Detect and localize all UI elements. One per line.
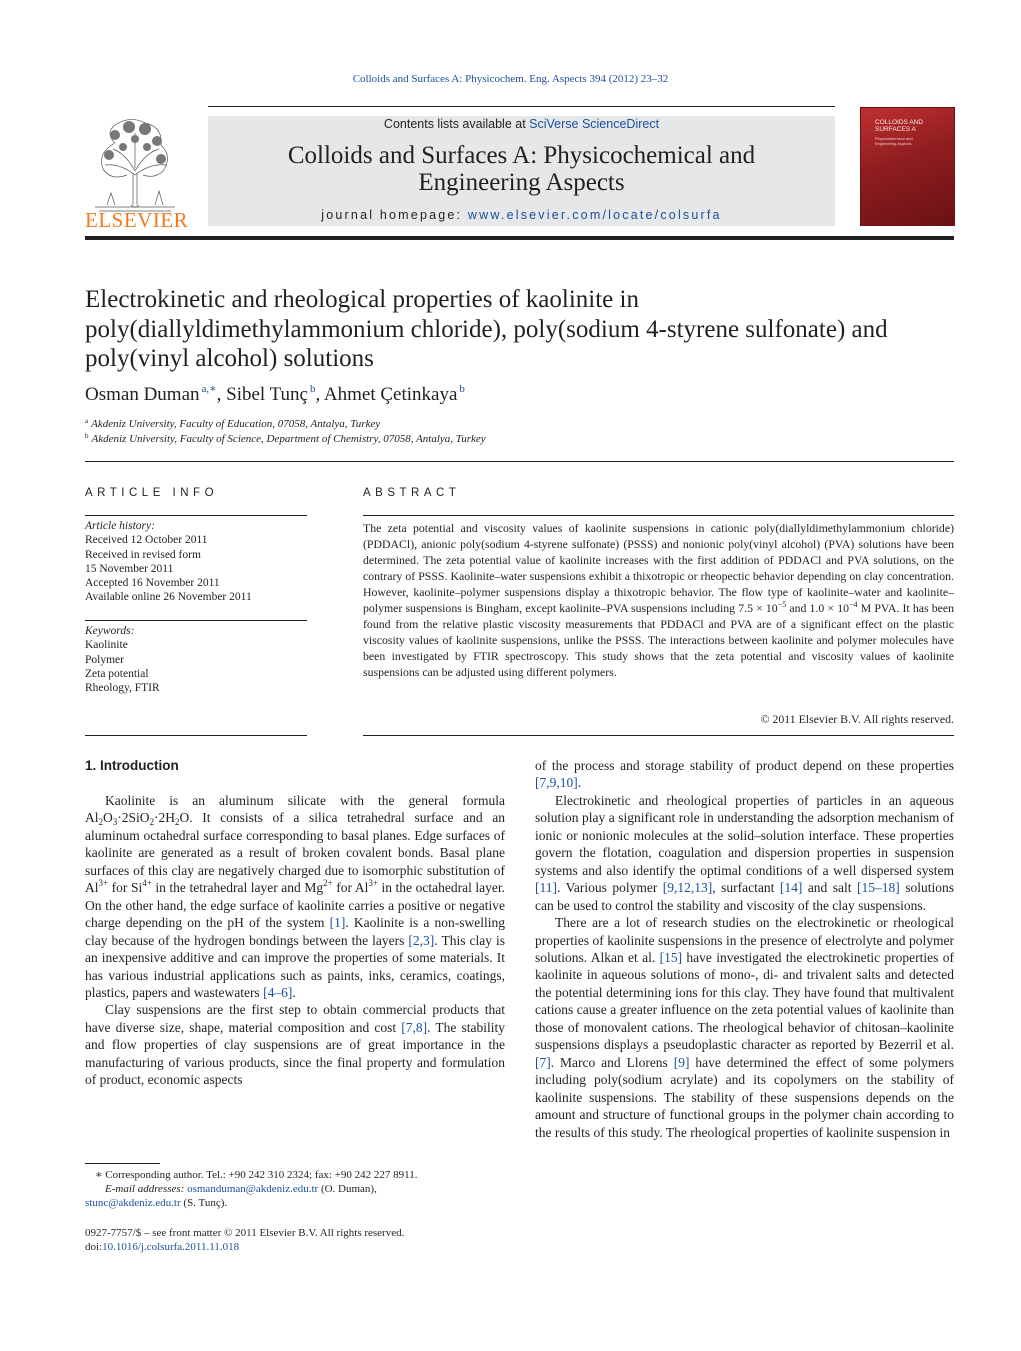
abstract-exponent: −5 [777, 600, 787, 609]
article-title-line2: poly(diallyldimethylammonium chloride), poly(sodium 4-styrene sulfonate) and [85, 315, 888, 343]
affiliation-a [85, 418, 380, 430]
author-affil-link[interactable]: a,∗ [201, 383, 217, 395]
citation-link[interactable]: [1] [329, 915, 346, 931]
cover-title: COLLOIDS AND SURFACES A [875, 119, 924, 133]
contents-prefix: Contents lists available at [383, 117, 530, 131]
journal-cover-image [860, 107, 955, 226]
citation-link[interactable]: [7,8] [401, 1019, 428, 1035]
keyword: Polymer [85, 653, 124, 666]
affil-sup: a [85, 417, 89, 425]
divider [85, 735, 307, 736]
citation-link[interactable]: [2,3] [408, 932, 435, 948]
email-addresses [85, 1182, 525, 1196]
history-label: Article history: [85, 520, 155, 532]
author-name[interactable]: Sibel Tunç [226, 384, 308, 405]
journal-homepage [208, 208, 835, 222]
body-right-column [535, 757, 954, 1141]
email-link[interactable]: osmanduman@akdeniz.edu.tr [187, 1183, 319, 1195]
affiliation-b [85, 433, 486, 445]
affil-text: Akdeniz University, Faculty of Science, Department of Chemistry, 07058, Antalya, Turkey [91, 433, 486, 445]
citation-link[interactable]: [7] [535, 1054, 551, 1070]
homepage-prefix: journal homepage: [321, 208, 468, 222]
divider [363, 515, 954, 516]
abstract-exponent: −4 [849, 600, 858, 609]
sciencedirect-link[interactable]: SciVerse ScienceDirect [529, 117, 660, 131]
elsevier-wordmark: ELSEVIER [85, 208, 189, 232]
author-affil-link[interactable]: b [309, 383, 316, 395]
citation-link[interactable]: [7,9,10] [535, 775, 578, 791]
corresponding-author-note: ∗ Corresponding author. Tel.: +90 242 310 2324; fax: +90 242 227 8911. [95, 1169, 418, 1181]
citation-link[interactable]: [15–18] [857, 880, 900, 896]
paragraph: There are a lot of research studies on the electrokinetic or rheological properties of kaolinite suspensions in the presence of electrolyte and polymer solutions. Alkan et al. [15] have investigated the electrokinetic properties of kaolinite in aqueous solutions of mono-, di- and trivalent salts and detected the potential determining ions for this clay. They have found that multivalent cations cause a greater influence on the zeta potential values of kaolinite than those of monovalent cations. The rheological behavior of chitosan–kaolinite suspensions displays a pseudoplastic character as reported by Bezerril et al. [7]. Marco and Llorens [9] have determined the effect of some polymers including poly(sodium acrylate) and its copolymers on the stability of kaolinite suspensions. The stability of these suspensions depends on the amount and structure of functional groups in the polymer chain according to the results of this study. The rheological properties of kaolinite suspension in [535, 915, 954, 1140]
body-left-column [85, 792, 505, 1089]
author-affil-link[interactable]: b [459, 383, 465, 395]
journal-title-line2: Engineering Aspects [418, 169, 625, 196]
keyword: Zeta potential [85, 667, 149, 680]
paragraph: Clay suspensions are the first step to obtain commercial products that have diverse size, shape, material composition and cost [7,8]. The stability and flow properties of clay suspensions are of great importance in the manufacturing of various products, since the final property and formulation of product, economic aspects [85, 1002, 505, 1088]
email-label: E-mail addresses: [105, 1183, 185, 1195]
email-owner: (S. Tunç). [180, 1197, 228, 1209]
cover-subtitle: Physicochemical and Engineering Aspects [875, 136, 913, 146]
affil-text: Akdeniz University, Faculty of Education, 07058, Antalya, Turkey [91, 418, 381, 430]
email-addresses-cont [85, 1196, 525, 1210]
citation-link[interactable]: [14] [779, 880, 803, 896]
author-list: Osman Duman $^{a,∗}$, Sibel Tunç $^b$, Ahmet Çetinkaya $^b$ [85, 383, 465, 405]
history-item: Accepted 16 November 2011 [85, 577, 220, 590]
history-item: Received in revised form [85, 548, 201, 561]
abstract-part: 7.5 × 10 [738, 601, 778, 615]
email-link[interactable]: stunc@akdeniz.edu.tr [85, 1197, 181, 1209]
citation-link[interactable]: [9,12,13] [662, 880, 713, 896]
article-title-line1: Electrokinetic and rheological properties of kaolinite in [85, 286, 639, 313]
journal-title-line1: Colloids and Surfaces A: Physicochemical and [287, 142, 756, 169]
author-name[interactable]: Ahmet Çetinkaya [323, 384, 458, 405]
abstract-part: 1.0 × 10 [809, 601, 850, 615]
paragraph: of the process and storage stability of product depend on these properties [7,9,10]. [535, 758, 954, 791]
section-heading-introduction: 1. Introduction [85, 758, 179, 773]
doi-prefix: doi: [85, 1241, 103, 1253]
keywords [85, 624, 307, 695]
article-title-line3: poly(vinyl alcohol) solutions [85, 345, 374, 372]
abstract-part: M PVA. It has been found from the relative plastic viscosity measurements that PDDACl and PVA are of a significant effect on the plastic viscosity values of kaolinite suspensions, unlike the PSSS. The interactions between kaolinite and polymer molecules have been investigated by FTIR spectroscopy. This study shows that the zeta potential and viscosity values of kaolinite suspensions can be adjusted using different polymers. [363, 601, 954, 679]
affil-sup: b [85, 432, 89, 440]
divider [85, 515, 307, 516]
footnote-rule [85, 1163, 160, 1164]
keyword: Kaolinite [85, 639, 128, 652]
paragraph: Electrokinetic and rheological properties of particles in an aqueous solution play a significant role in understanding the adsorption mechanism of ionic or nonionic molecules at the solid–solution interface. These properties govern the flotation, coagulation and dispersion properties in suspension systems and also identify the optimal conditions of a well dispersed system [11]. Various polymer [9,12,13], surfactant [14] and salt [15–18] solutions can be used to control the stability and viscosity of the clay suspensions. [535, 792, 954, 913]
journal-citation[interactable]: Colloids and Surfaces A: Physicochem. Eng. Aspects 394 (2012) 23–32 [352, 73, 669, 85]
author-name[interactable]: Osman Duman [85, 384, 200, 405]
divider [85, 620, 307, 621]
abstract-copyright: © 2011 Elsevier B.V. All rights reserved. [760, 712, 954, 726]
contents-available [208, 117, 835, 131]
history-item: 15 November 2011 [85, 562, 174, 575]
divider [85, 461, 954, 462]
journal-title [208, 142, 835, 196]
keywords-label: Keywords: [85, 625, 135, 637]
citation-link[interactable]: [9] [673, 1054, 690, 1070]
keyword: Rheology, FTIR [85, 682, 160, 695]
header-top-rule [208, 106, 835, 107]
history-item: Received 12 October 2011 [85, 534, 208, 547]
doi-line [85, 1240, 525, 1254]
history-item: Available online 26 November 2011 [85, 591, 252, 604]
paragraph: Kaolinite is an aluminum silicate with the general formula $Al_2O_3\cdot 2SiO_2\cdot 2H_2O$. It consists of a silica tetrahedral surface and an aluminum octahedral surface corresponding to basal planes. Edge surfaces of kaolinite are generated as a result of broken covalent bonds. Basal plane surfaces of this clay are negatively charged due to isomorphic substitution of $Al^{3+}$ for $Si^{4+}$ in the tetrahedral layer and $Mg^{2+}$ for $Al^{3+}$ in the octahedral layer. On the other hand, the edge surface of kaolinite carries a positive or negative charge depending on the pH of the system [1]. Kaolinite is a non-swelling clay because of the hydrogen bondings between the layers [2,3]. This clay is an inexpensive additive and can improve the properties of some materials. It has various industrial applications such as paints, inks, ceramics, coatings, plastics, papers and wastewaters [4–6]. [85, 793, 506, 1000]
article-title [85, 285, 965, 374]
header-bottom-rule [85, 236, 954, 240]
email-owner: (O. Duman), [318, 1183, 377, 1195]
citation-link[interactable]: [4–6] [263, 984, 293, 1000]
citation-link[interactable]: [11] [535, 880, 557, 896]
divider [363, 735, 954, 736]
issn-line: 0927-7757/$ – see front matter © 2011 Elsevier B.V. All rights reserved. [85, 1227, 405, 1239]
doi-link[interactable]: 10.1016/j.colsurfa.2011.11.018 [102, 1241, 240, 1253]
abstract-part: and [786, 601, 810, 615]
article-history [85, 519, 307, 605]
abstract-heading: ABSTRACT [363, 487, 461, 499]
homepage-link[interactable]: www.elsevier.com/locate/colsurfa [467, 208, 722, 222]
article-info-heading: ARTICLE INFO [85, 487, 219, 499]
abstract-part: The zeta potential and viscosity values of kaolinite suspensions in cationic poly(diallyldimethylammonium chloride) (PDDACl), anionic poly(sodium 4-styrene sulfonate) (PSSS) and nonionic poly(vinyl alcohol) (PVA) solutions have been determined. The zeta potential value of kaolinite increases with the first addition of PDDACl and PVA solutions, on the contrary of PSSS. Kaolinite–water suspensions exhibit a thixotropic or rheopectic behavior depending on clay concentration. However, kaolinite–polymer suspensions display a thixotropic behavior. The flow type of kaolinite–water and kaolinite–polymer suspensions is Bingham, except kaolinite–PVA suspensions including [363, 521, 954, 615]
abstract-text [363, 520, 954, 680]
citation-link[interactable]: [15] [659, 949, 683, 965]
